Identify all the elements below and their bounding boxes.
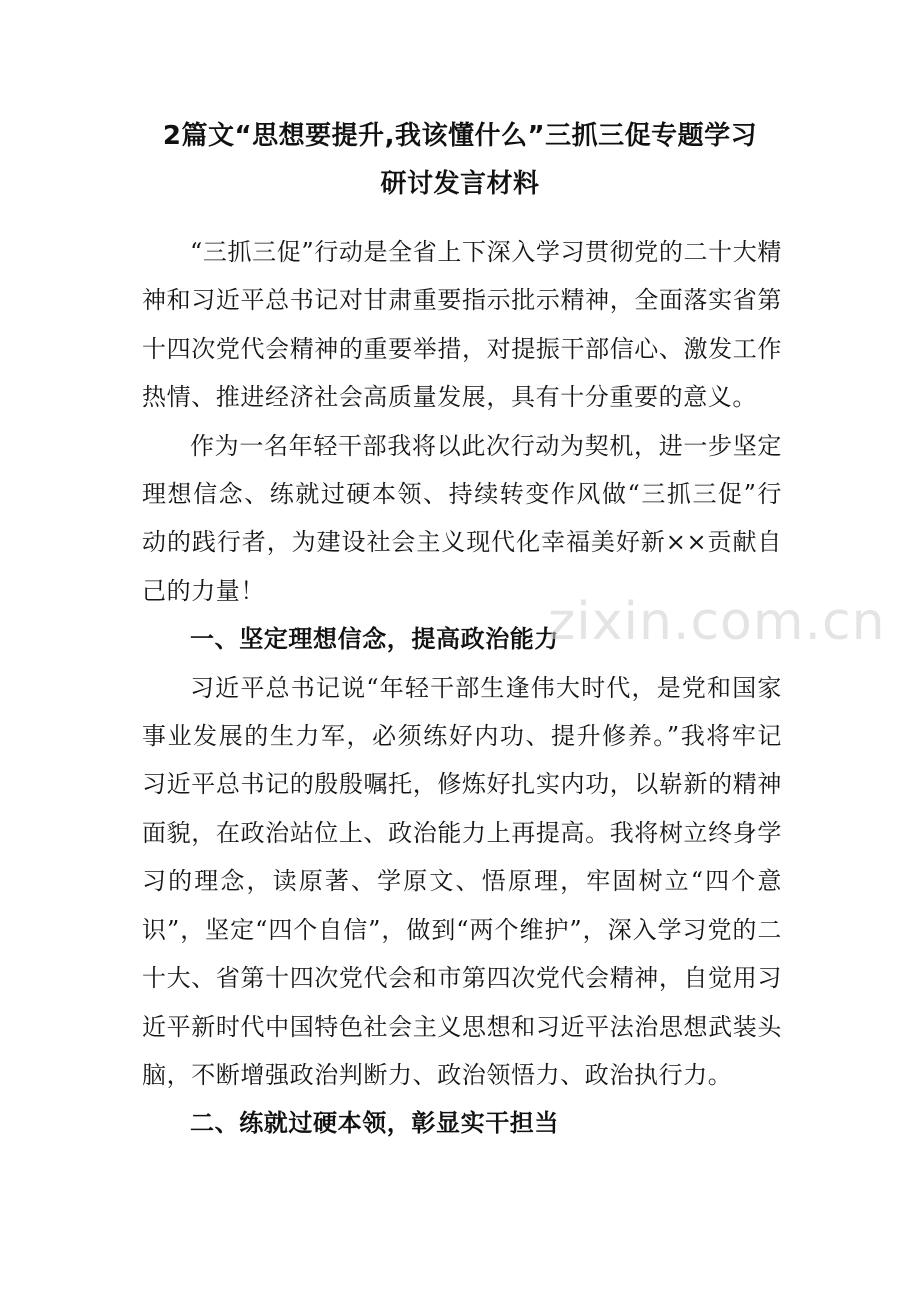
- document-body: [142, 228, 782, 1148]
- section-1-paragraph: 习近平总书记说“年轻干部生逢伟大时代，是党和国家事业发展的生力军，必须练好内功、提升修养。”我将牢记习近平总书记的殷殷嘱托，修炼好扎实内功，以崭新的精神面貌，在政治站位上、政治能力上再提高。我将树立终身学习的理念，读原著、学原文、悟原理，牢固树立“四个意识”，坚定“四个自信”，做到“两个维护”，深入学习党的二十大、省第十四次党代会和市第四次党代会精神，自觉用习近平新时代中国特色社会主义思想和习近平法治思想武装头脑，不断增强政治判断力、政治领悟力、政治执行力。: [142, 673, 782, 1089]
- section-2-heading: 二、练就过硬本领，彰显实干担当: [190, 1108, 559, 1138]
- paragraph-commitment: 作为一名年轻干部我将以此次行动为契机，进一步坚定理想信念、练就过硬本领、持续转变作风做“三抓三促”行动的践行者，为建设社会主义现代化幸福美好新××贡献自己的力量！: [142, 431, 782, 605]
- section-1-heading: 一、坚定理想信念，提高政治能力: [190, 624, 559, 654]
- title-line-2: 研讨发言材料: [380, 169, 540, 199]
- document-title: [120, 112, 800, 208]
- paragraph-intro: “三抓三促”行动是全省上下深入学习贯彻党的二十大精神和习近平总书记对甘肃重要指示批示精神，全面落实省第十四次党代会精神的重要举措，对提振干部信心、激发工作热情、推进经济社会高质量发展，具有十分重要的意义。: [142, 238, 782, 412]
- title-line-1: 2篇文“思想要提升,我该懂什么”三抓三促专题学习: [162, 121, 758, 151]
- watermark: zixin.com.cn: [548, 592, 886, 652]
